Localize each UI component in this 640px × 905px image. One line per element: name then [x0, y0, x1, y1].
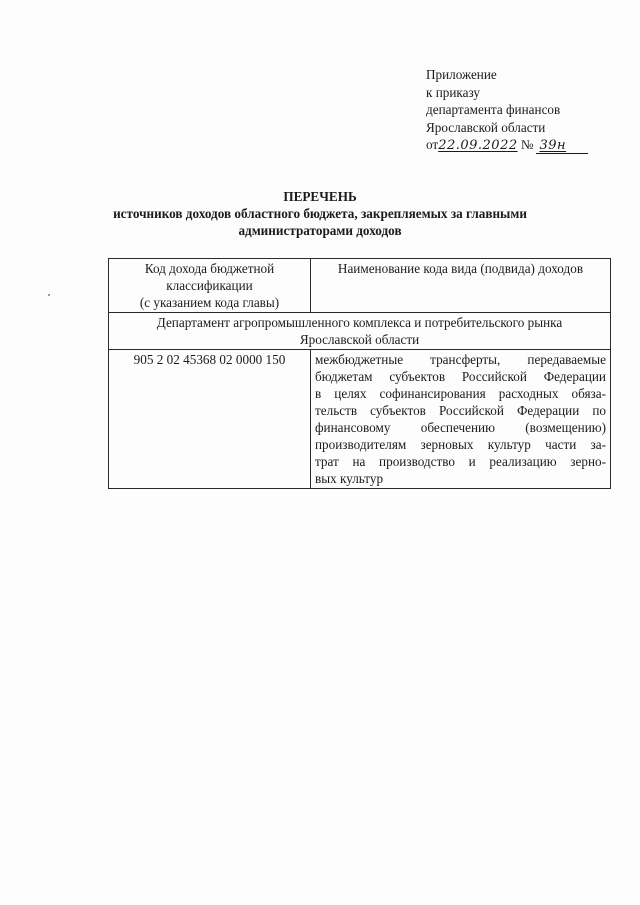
department-cell [109, 313, 611, 350]
number-prefix: № [520, 137, 534, 152]
handwritten-date: 22.09.2022 [438, 138, 518, 153]
department-row [109, 313, 611, 350]
department-line: Департамент агропромышленного комплекса и потребительского рынка [156, 315, 563, 330]
title-subtitle-line: администраторами доходов [238, 223, 402, 238]
revenue-sources-table [108, 258, 611, 489]
document-title [100, 188, 540, 239]
header-name-cell [311, 259, 611, 313]
title-heading: ПЕРЕЧЕНЬ [283, 189, 357, 204]
description-line: тельств субъектов Российской Федерации по [315, 403, 606, 418]
appendix-line: Ярославской области [426, 119, 546, 135]
revenue-code-cell: 905 2 02 45368 02 0000 150 [109, 350, 311, 489]
table-header-row [109, 259, 611, 313]
description-line: производителям зерновых культур части за- [315, 437, 606, 452]
header-code-cell [109, 259, 311, 313]
scan-speck [48, 294, 50, 296]
description-line: в целях софинансирования расходных обяза- [315, 386, 606, 401]
description-line: вых культур [315, 471, 384, 486]
header-code-line: Код дохода бюджетной [144, 261, 275, 276]
description-line: финансовому обеспечению (возмещению) [315, 420, 606, 435]
handwritten-order-number: 39н [536, 139, 588, 154]
date-prefix: от [426, 137, 439, 152]
department-line: Ярославской области [299, 332, 420, 347]
table-row [109, 350, 611, 489]
header-code-line: классификации [166, 278, 253, 293]
order-date-line [426, 136, 626, 155]
appendix-line: Приложение [426, 67, 497, 82]
title-subtitle-line: источников доходов областного бюджета, закрепляемых за главными [113, 206, 527, 221]
header-code-line: (с указанием кода главы) [139, 295, 280, 310]
appendix-line: к приказу [426, 84, 480, 100]
description-line: трат на производство и реализацию зерно- [315, 454, 606, 469]
header-name-text: Наименование кода вида (подвида) доходов [337, 261, 584, 276]
description-line: межбюджетные трансферты, передаваемые [315, 352, 606, 367]
appendix-line: департамента финансов [426, 102, 561, 117]
description-line: бюджетам субъектов Российской Федерации [315, 369, 606, 384]
appendix-block [426, 66, 626, 155]
revenue-description-cell [311, 350, 611, 489]
